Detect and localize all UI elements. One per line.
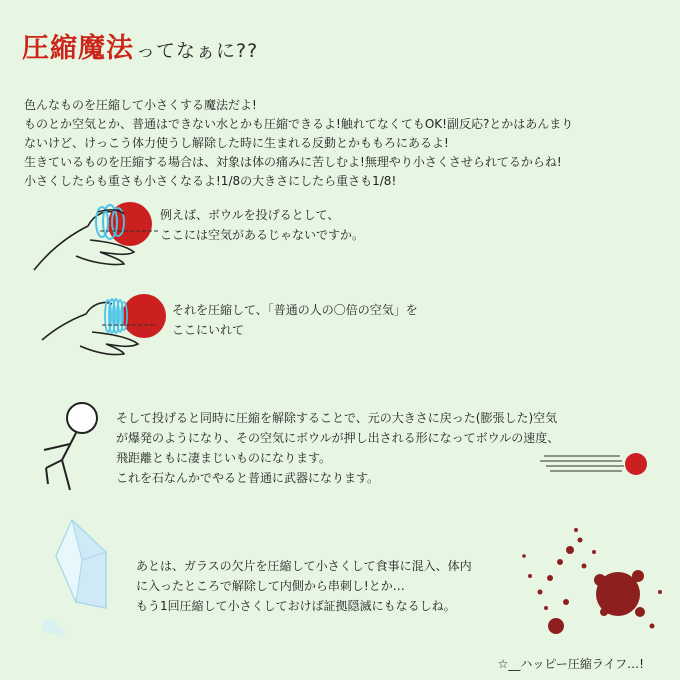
flying-ball-icon (540, 450, 660, 480)
intro-text (24, 96, 664, 191)
blood-splatter-icon (500, 516, 672, 646)
caption-line: に入ったところで解除して内側から串刺し!とか… (136, 579, 405, 593)
pointer-line-2 (102, 322, 157, 328)
intro-line: 生きているものを圧縮する場合は、対象は体の痛みに苦しむよ!無理やり小さくさせられてるからね! (24, 155, 562, 169)
ball-icon (122, 294, 166, 338)
title-main: 圧縮魔法 (22, 33, 134, 64)
step-4-caption (136, 556, 472, 616)
footer-tagline: ☆__ハッピー圧縮ライフ…! (497, 657, 644, 671)
step-1-caption (160, 205, 364, 245)
caption-line: 飛距離ともに凄まじいものになります。 (116, 451, 332, 465)
glass-shard-icon (36, 516, 126, 646)
page-title (22, 26, 258, 65)
caption-line: 例えば、ボウルを投げるとして、 (160, 208, 340, 222)
intro-line: ものとか空気とか、普通はできない水とかも圧縮できるよ!触れてなくてもOK!副反応?とかはあんまり (24, 117, 574, 131)
caption-line: そして投げると同時に圧縮を解除することで、元の大きさに戻った(膨張した)空気 (116, 411, 558, 425)
step-3-caption (116, 408, 559, 488)
caption-line: が爆発のようになり、その空気にボウルが押し出される形になってボウルの速度、 (116, 431, 560, 445)
caption-line: あとは、ガラスの欠片を圧縮して小さくして食事に混入、体内 (136, 559, 472, 573)
caption-line: もう1回圧縮して小さくしておけば証拠隠滅にもなるしね。 (136, 599, 456, 613)
caption-line: これを石なんかでやると普通に武器になります。 (116, 471, 380, 485)
step-2-caption (172, 300, 418, 340)
intro-line: 色んなものを圧縮して小さくする魔法だよ! (24, 98, 257, 112)
caption-line: ここにいれて (172, 323, 245, 337)
pointer-line-1 (100, 228, 160, 234)
caption-line: ここには空気があるじゃないですか。 (160, 228, 365, 242)
intro-line: ないけど、けっこう体力使うし解除した時に生まれる反動とかももろにあるよ! (24, 136, 449, 150)
intro-line: 小さくしたらも重さも小さくなるよ!1/8の大きさにしたら重さも1/8! (24, 174, 397, 188)
title-sub: ってなぁに?? (136, 40, 259, 62)
caption-line: それを圧縮して、「普通の人の〇倍の空気」を (172, 303, 418, 317)
stick-figure-thrower-icon (38, 398, 118, 498)
